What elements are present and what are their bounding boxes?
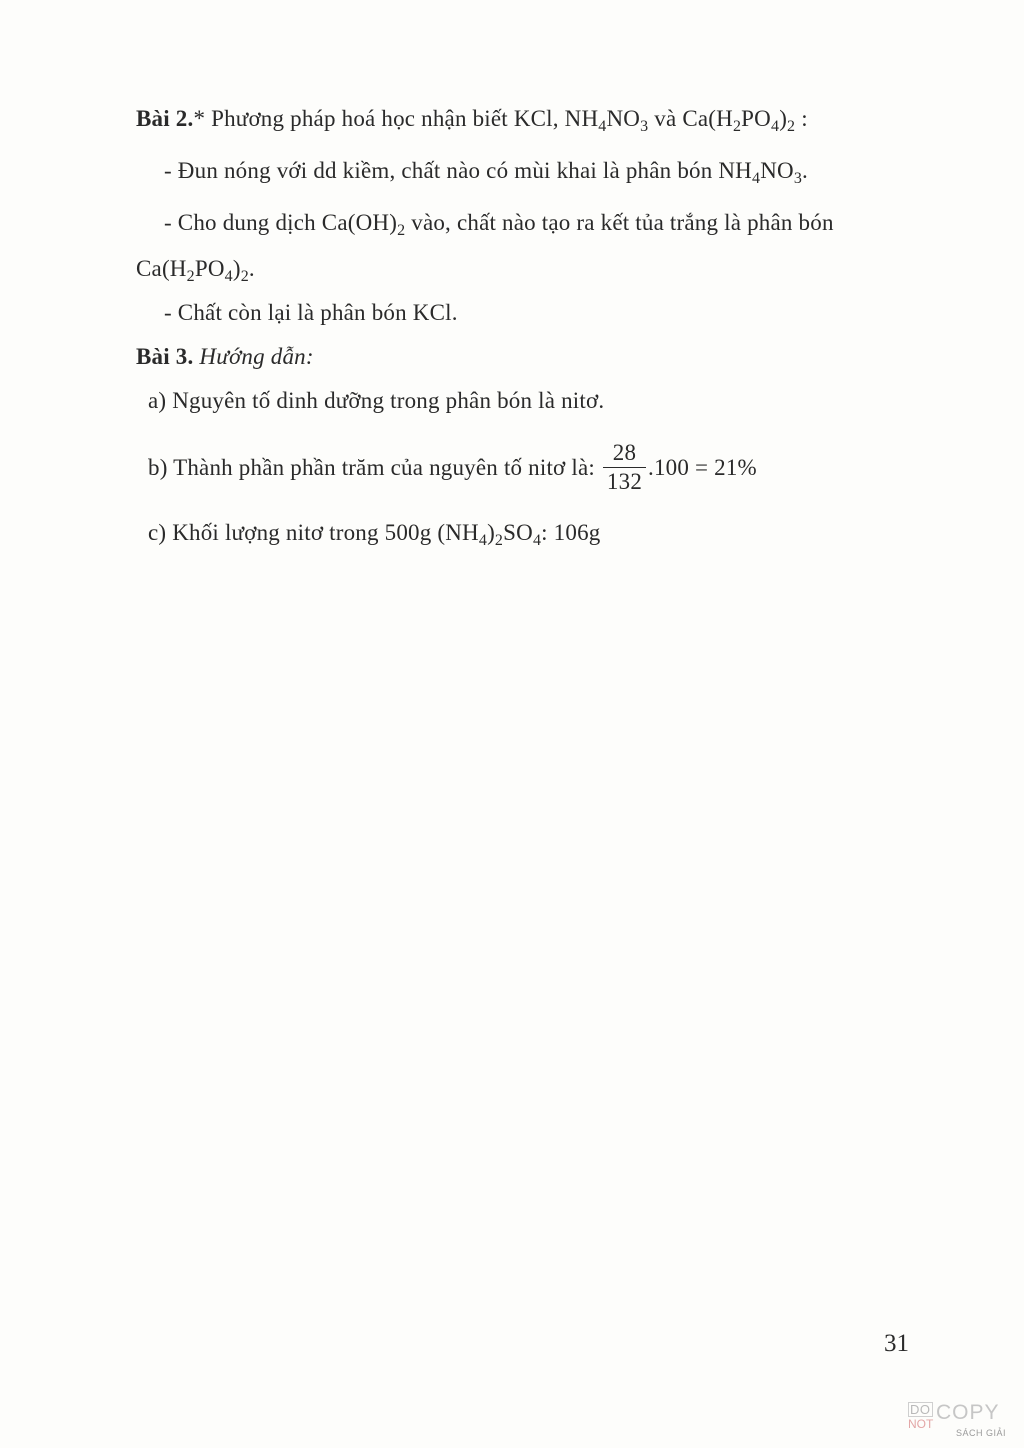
fraction (603, 439, 646, 496)
formula-part: : 106g (541, 520, 601, 545)
watermark-do: DO (910, 1402, 931, 1417)
subscript: 2 (240, 268, 249, 285)
formula-part: NO (760, 158, 794, 183)
bai2-step-2 (164, 208, 834, 238)
bai3-heading (136, 342, 314, 372)
subscript: 4 (532, 532, 542, 549)
formula-part: PO (741, 106, 771, 131)
subscript: 3 (793, 170, 803, 187)
bai3-title: Bài 3. (136, 344, 194, 369)
step-text: - Cho dung dịch Ca(OH) (164, 210, 398, 235)
subscript: 2 (186, 268, 195, 285)
bai2-title: Bài 2. (136, 106, 194, 131)
bai3-part-b (148, 438, 757, 498)
part-text: a) Nguyên tố dinh dưỡng trong phân bón là nitơ. (148, 388, 605, 413)
formula-part: . (802, 158, 808, 183)
formula-part: Ca(H (136, 256, 187, 281)
bai2-step-2-continued (136, 254, 255, 284)
page-number: 31 (884, 1330, 909, 1357)
formula-part: ) (779, 106, 788, 131)
formula-part: NO (606, 106, 641, 131)
formula-part: PO (194, 256, 225, 281)
formula-part: ) (232, 256, 241, 281)
bai2-intro: Phương pháp hoá học nhận biết KCl, NH (205, 106, 599, 131)
fraction-denominator: 132 (606, 469, 643, 495)
watermark-sach-giai: SÁCH GIẢI (956, 1428, 1007, 1438)
bai2-heading (136, 104, 808, 134)
part-text: c) Khối lượng nitơ trong 500g (NH (148, 520, 479, 545)
bai2-step-1 (164, 156, 808, 186)
subscript: 3 (640, 118, 649, 135)
subscript: 4 (478, 532, 488, 549)
watermark-not: NOT (908, 1417, 934, 1431)
formula-part: và Ca(H (648, 106, 733, 131)
watermark-copy: COPY (936, 1401, 1000, 1424)
formula-part: ) (487, 520, 495, 545)
fraction-numerator: 28 (603, 439, 646, 468)
subscript: 2 (787, 118, 796, 135)
do-not-copy-watermark (906, 1400, 1014, 1442)
bai2-star: * (193, 106, 206, 131)
bai3-part-a (148, 386, 604, 416)
subscript: 4 (770, 118, 780, 135)
formula-part: . (248, 256, 255, 281)
subscript: 4 (598, 118, 607, 135)
subscript: 4 (224, 268, 233, 285)
part-text: b) Thành phần phần trăm của nguyên tố nitơ là: (148, 455, 601, 480)
bai3-subtitle: Hướng dẫn: (193, 344, 314, 369)
step-text: - Chất còn lại là phân bón KCl. (164, 300, 458, 325)
part-result: .100 = 21% (648, 455, 757, 480)
formula-part: SO (503, 520, 533, 545)
subscript: 2 (494, 532, 504, 549)
subscript: 4 (752, 170, 761, 187)
step-text: - Đun nóng với dd kiềm, chất nào có mùi khai là phân bón NH (164, 158, 752, 183)
subscript: 2 (397, 222, 406, 239)
step-text: vào, chất nào tạo ra kết tủa trắng là phân bón (405, 210, 834, 235)
bai3-part-c (148, 518, 600, 548)
bai2-step-3 (164, 298, 458, 328)
subscript: 2 (732, 118, 742, 135)
formula-part: : (795, 106, 808, 131)
